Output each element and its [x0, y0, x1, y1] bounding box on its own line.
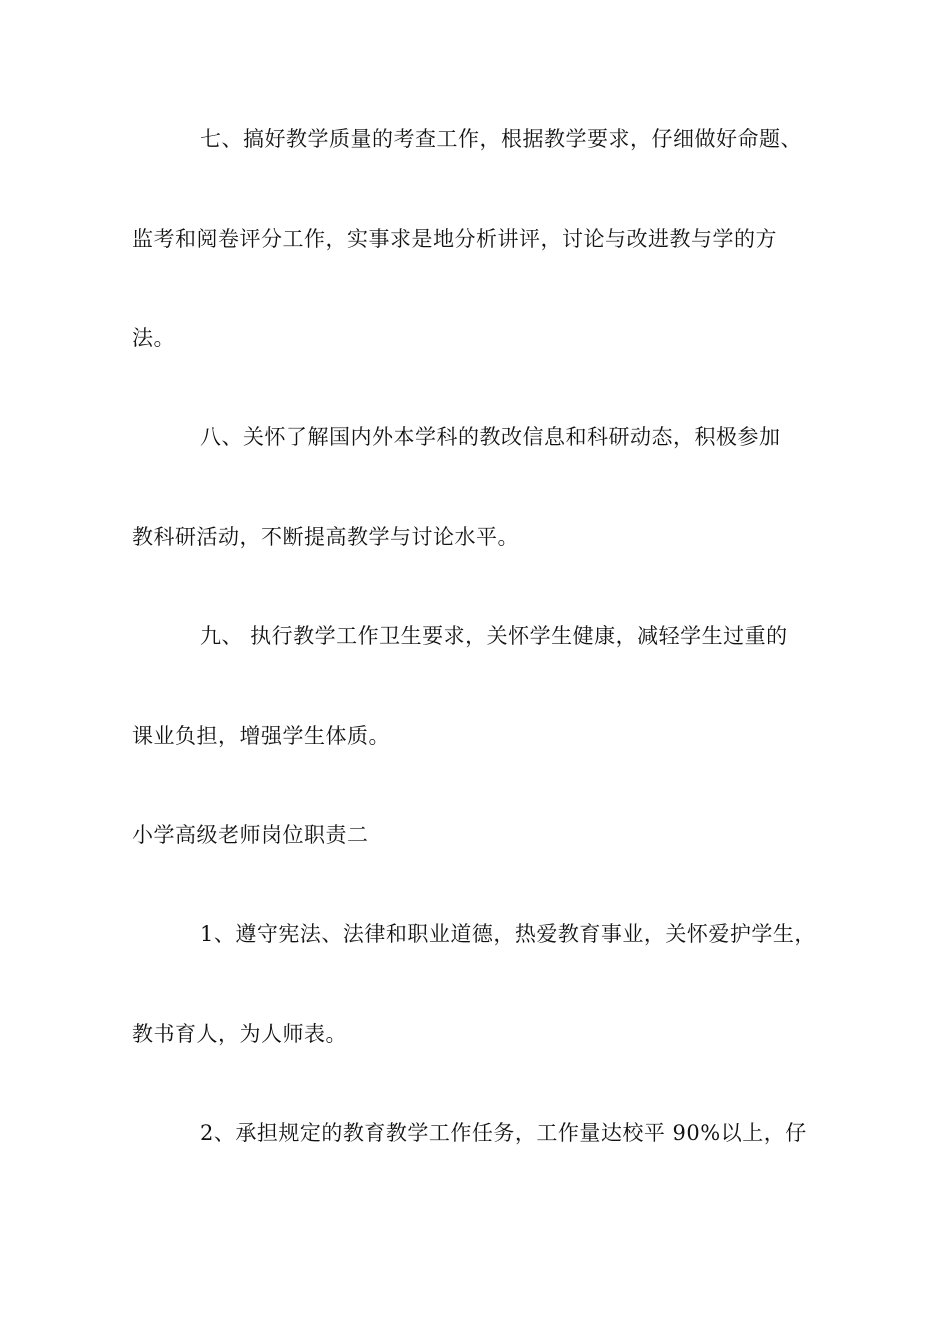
paragraph-9-line-1: 九、 执行教学工作卫生要求，关怀学生健康，减轻学生过重的 — [200, 624, 788, 648]
item-1-line-1: 1、遵守宪法、法律和职业道德，热爱教育事业，关怀爱护学生， — [200, 922, 816, 946]
paragraph-7-line-2: 监考和阅卷评分工作，实事求是地分析讲评，讨论与改进教与学的方 — [132, 227, 777, 251]
paragraph-7-line-1: 七、搞好教学质量的考查工作，根据教学要求，仔细做好命题、 — [200, 127, 802, 151]
item-1-line-2: 教书育人，为人师表。 — [132, 1022, 347, 1046]
paragraph-8-line-2: 教科研活动，不断提高教学与讨论水平。 — [132, 525, 519, 549]
section-heading: 小学高级老师岗位职责二 — [132, 823, 369, 847]
paragraph-7-line-3: 法。 — [132, 326, 175, 350]
paragraph-8-line-1: 八、关怀了解国内外本学科的教改信息和科研动态，积极参加 — [200, 425, 781, 449]
item-2-line-1: 2、承担规定的教育教学工作任务，工作量达校平 90%以上，仔 — [200, 1121, 807, 1145]
paragraph-9-line-2: 课业负担，增强学生体质。 — [132, 724, 390, 748]
